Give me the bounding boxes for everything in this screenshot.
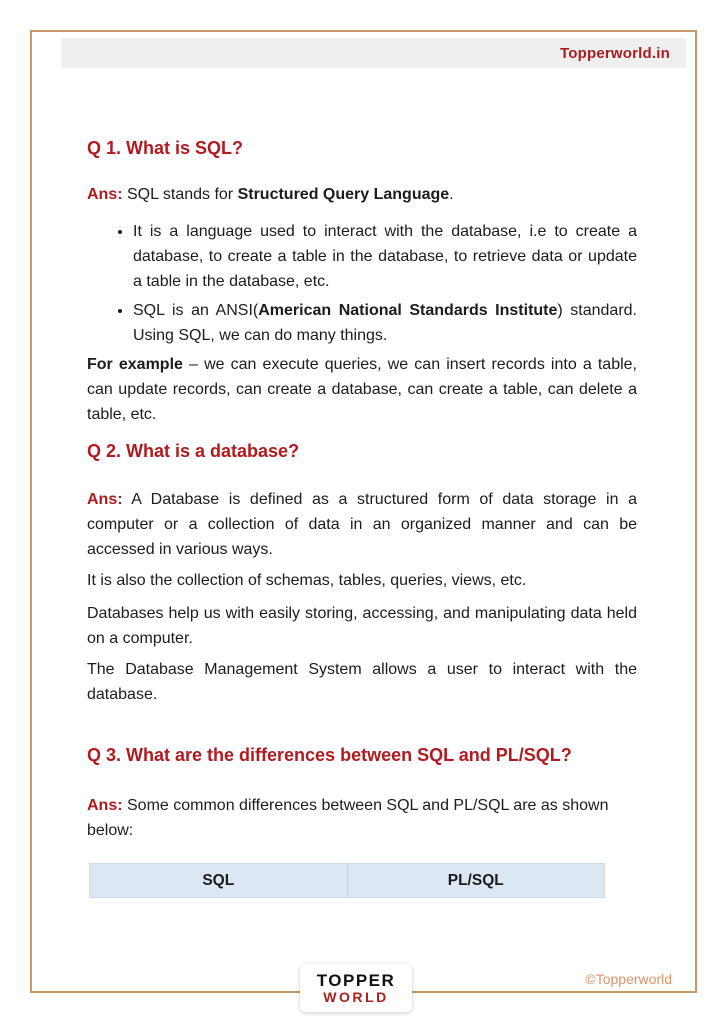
answer-3-text: Some common differences between SQL and PL/SQL are as shown below:	[87, 797, 609, 839]
question-1-title: Q 1. What is SQL?	[87, 138, 244, 158]
logo-text-world: WORLD	[323, 988, 389, 1005]
example-paragraph	[87, 352, 637, 427]
comparison-table	[89, 863, 605, 898]
paragraph-databases: Databases help us with easily storing, accessing, and manipulating data held on a computer.	[87, 605, 637, 647]
answer-1-text-bold: Structured Query Language	[237, 186, 450, 203]
example-text: – we can execute queries, we can insert records into a table, can update records, can create a database, can create a table, can delete a table, etc.	[87, 356, 638, 423]
answer-1-label: Ans:	[87, 186, 123, 203]
logo-text-topper: TOPPER	[316, 970, 396, 990]
answer-1	[87, 182, 637, 207]
answer-2-label: Ans:	[87, 491, 123, 508]
copyright-text: ©Topperworld	[585, 971, 672, 987]
answer-3	[87, 793, 637, 843]
footer-logo	[300, 964, 412, 1012]
answer-1-text-end: .	[449, 186, 454, 203]
question-2-title: Q 2. What is a database?	[87, 441, 300, 461]
paragraph-schemas: It is also the collection of schemas, tables, queries, views, etc.	[87, 572, 527, 589]
header-bar	[61, 38, 686, 68]
answer-1-bullet-list	[87, 219, 637, 348]
bullet-2-text-end: ) standard. Using SQL, we can do many things.	[133, 302, 637, 344]
answer-3-label: Ans:	[87, 797, 123, 814]
example-lead-bold: For example	[87, 356, 183, 373]
table-header-plsql: PL/SQL	[347, 863, 606, 898]
answer-2-text: A Database is defined as a structured form of data storage in a computer or a collection of data in an organized manner and can be accessed in various ways.	[87, 491, 637, 558]
document-content	[87, 138, 637, 898]
site-brand-text: Topperworld.in	[559, 44, 670, 62]
bullet-2-text-bold: American National Standards Institute	[258, 302, 558, 319]
bullet-2-text: SQL is an ANSI(	[133, 302, 259, 319]
answer-1-text: SQL stands for	[122, 186, 238, 203]
question-3-title: Q 3. What are the differences between SQL and PL/SQL?	[87, 745, 572, 765]
paragraph-dbms: The Database Management System allows a user to interact with the database.	[87, 661, 637, 703]
answer-2	[87, 487, 637, 562]
table-header-sql: SQL	[89, 863, 347, 898]
bullet-item-2	[133, 298, 637, 348]
bullet-item-1: • It is a language used to interact with the database, i.e to create a database, to create a table in the database, to retrieve data or update a table in the database, etc.	[133, 219, 637, 294]
